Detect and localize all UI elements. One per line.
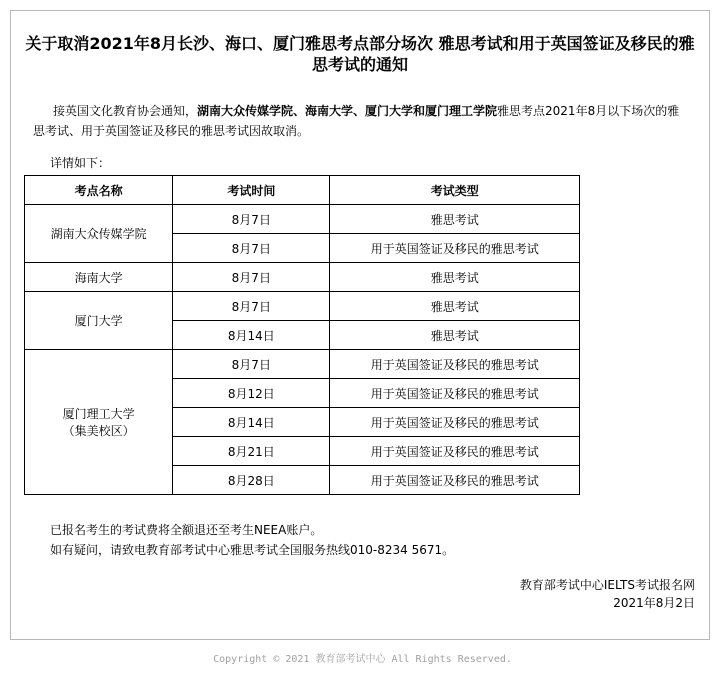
date-cell: 8月28日 bbox=[173, 466, 330, 495]
intro-prefix: 接英国文化教育协会通知， bbox=[53, 104, 198, 118]
type-cell: 用于英国签证及移民的雅思考试 bbox=[330, 437, 580, 466]
venue-cell: 厦门大学 bbox=[25, 292, 173, 350]
copyright-footer: Copyright © 2021 教育部考试中心 All Rights Reserved. bbox=[213, 654, 512, 665]
date-cell: 8月12日 bbox=[173, 379, 330, 408]
header-type: 考试类型 bbox=[330, 176, 580, 205]
type-cell: 用于英国签证及移民的雅思考试 bbox=[330, 234, 580, 263]
signature bbox=[520, 576, 695, 612]
table-header-row bbox=[25, 176, 580, 205]
type-cell: 雅思考试 bbox=[330, 205, 580, 234]
issuer: 教育部考试中心IELTS考试报名网 bbox=[519, 578, 695, 592]
venue-cell: 海南大学 bbox=[25, 263, 173, 292]
type-cell: 用于英国签证及移民的雅思考试 bbox=[330, 379, 580, 408]
refund-note: 已报名考生的考试费将全额退还至考生NEEA账户。 bbox=[50, 523, 323, 537]
table-row bbox=[25, 292, 580, 321]
date-cell: 8月21日 bbox=[173, 437, 330, 466]
date-cell: 8月14日 bbox=[173, 321, 330, 350]
hotline-note: 如有疑问，请致电教育部考试中心雅思考试全国服务热线010-8234 5671。 bbox=[50, 543, 455, 557]
type-cell: 雅思考试 bbox=[330, 263, 580, 292]
venue-name: 厦门理工大学 bbox=[62, 407, 135, 421]
notes bbox=[50, 520, 454, 560]
date-cell: 8月7日 bbox=[173, 350, 330, 379]
venue-campus: （集美校区） bbox=[62, 424, 135, 438]
type-cell: 雅思考试 bbox=[330, 292, 580, 321]
type-cell: 用于英国签证及移民的雅思考试 bbox=[330, 466, 580, 495]
intro-suffix: 雅思考点2021年8月以下场次的雅思考试、用于英国签证及移民的雅思考试因故取消。 bbox=[33, 104, 680, 138]
detail-label: 详情如下： bbox=[50, 156, 111, 170]
date-cell: 8月7日 bbox=[173, 234, 330, 263]
type-cell: 用于英国签证及移民的雅思考试 bbox=[330, 408, 580, 437]
header-venue: 考点名称 bbox=[25, 176, 173, 205]
issue-date: 2021年8月2日 bbox=[613, 596, 695, 610]
table-row bbox=[25, 350, 580, 379]
date-cell: 8月14日 bbox=[173, 408, 330, 437]
type-cell: 雅思考试 bbox=[330, 321, 580, 350]
intro-paragraph bbox=[33, 101, 688, 141]
header-time: 考试时间 bbox=[173, 176, 330, 205]
cancellation-table bbox=[24, 175, 580, 495]
notice-title: 关于取消2021年8月长沙、海口、厦门雅思考点部分场次 雅思考试和用于英国签证及移民的雅思考试的通知 bbox=[25, 34, 695, 74]
table-row bbox=[25, 263, 580, 292]
venue-cell bbox=[25, 350, 173, 495]
date-cell: 8月7日 bbox=[173, 292, 330, 321]
table-row bbox=[25, 205, 580, 234]
venue-cell: 湖南大众传媒学院 bbox=[25, 205, 173, 263]
type-cell: 用于英国签证及移民的雅思考试 bbox=[330, 350, 580, 379]
intro-venues: 湖南大众传媒学院、海南大学、厦门大学和厦门理工学院 bbox=[197, 104, 498, 118]
date-cell: 8月7日 bbox=[173, 205, 330, 234]
date-cell: 8月7日 bbox=[173, 263, 330, 292]
